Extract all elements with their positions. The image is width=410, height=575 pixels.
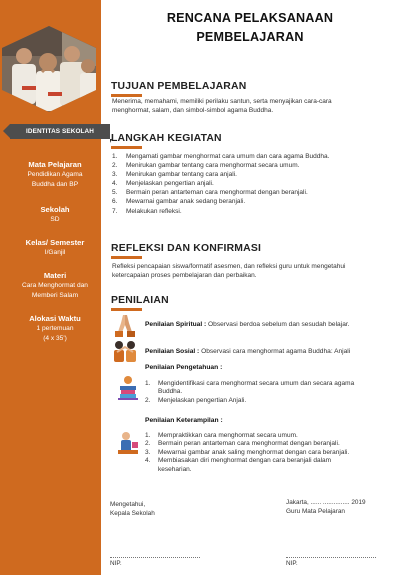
social-text: Penilaian Sosial : Observasi cara menghormat agama Buddha: Anjali	[145, 347, 351, 355]
section-title-objectives: TUJUAN PEMBELAJARAN	[111, 81, 247, 92]
section-title-assessment: PENILAIAN	[111, 295, 169, 306]
school-block	[0, 205, 110, 225]
time-allocation-block	[0, 314, 110, 343]
section-underline	[111, 256, 142, 259]
list-item: 3. Mewarnai gambar anak saling menghormat dengan cara beranjali.	[145, 448, 350, 456]
signature-line: Kepala Sekolah	[110, 510, 155, 517]
spiritual-text: Penilaian Spiritual : Observasi berdoa sebelum dan sesudah belajar.	[145, 320, 350, 328]
subject-block	[0, 160, 110, 189]
title-line: PEMBELAJARAN	[196, 30, 304, 44]
class-semester-value: I/Ganjil	[44, 249, 66, 256]
list-item: 4. Membiasakan diri menghormat dengan cara beranjali dalam	[145, 457, 332, 465]
teacher-signature-block	[286, 498, 366, 516]
school-value: SD	[50, 216, 60, 223]
title-line: RENCANA PELAKSANAAN	[166, 11, 334, 25]
list-item: 7. Melakukan refleksi.	[112, 207, 182, 215]
identity-banner: IDENTITAS SEKOLAH	[10, 124, 110, 139]
material-label: Materi	[43, 271, 67, 280]
time-allocation-value: (4 x 35')	[43, 334, 67, 342]
signature-line: Mengetahui,	[110, 501, 146, 508]
list-item: 1. Mengidentifikasi cara menghormat secara umum dan secara agama	[145, 380, 355, 387]
objectives-line: menghormat, salam, dan simbol-simbol agama Buddha.	[112, 107, 274, 114]
list-item: 5. Bermain peran antarteman cara menghormat dengan beranjali.	[112, 189, 308, 197]
school-label: Sekolah	[40, 205, 70, 214]
list-item: 3. Menirukan gambar tentang cara anjali.	[112, 171, 237, 179]
list-item: Buddha.	[158, 388, 183, 396]
subject-label: Mata Pelajaran	[28, 160, 82, 169]
class-semester-block	[0, 238, 110, 258]
signature-dotted-line	[110, 557, 200, 558]
section-title-reflection: REFLEKSI DAN KONFIRMASI	[111, 243, 262, 254]
section-underline	[111, 146, 142, 149]
page-title	[140, 9, 360, 47]
activity-steps	[112, 152, 392, 216]
signature-line: Jakarta, ...... ............... 2019	[286, 499, 366, 506]
list-item: 6. Mewarnai gambar anak sedang beranjali.	[112, 198, 246, 206]
reflection-line: Refleksi pencapaian siswa/formatif asesmen, dan refleksi guru untuk mengetahui	[112, 263, 346, 270]
signature-dotted-line	[286, 557, 376, 558]
subject-value: Buddha dan BP	[31, 180, 79, 188]
time-allocation-label: Alokasi Waktu	[29, 314, 81, 323]
people-icon	[111, 338, 139, 364]
assessment-spiritual	[111, 311, 350, 337]
objectives-text	[112, 97, 394, 115]
knowledge-list	[145, 380, 395, 405]
list-item: 1. Mempraktikkan cara menghormat secara umum.	[145, 432, 298, 439]
principal-signature-block	[110, 500, 155, 518]
class-semester-label: Kelas/ Semester	[25, 238, 85, 247]
list-item: 2. Menirukan gambar tentang cara menghormat secara umum.	[112, 162, 300, 170]
sidebar	[0, 0, 101, 575]
knowledge-heading: Penilaian Pengetahuan :	[145, 364, 223, 371]
books-icon	[114, 375, 142, 401]
material-value: Cara Menghormat dan	[22, 282, 88, 289]
reflection-line: ketercapaian proses pembelajaran dan perbaikan.	[112, 272, 257, 279]
material-value: Memberi Salam	[31, 291, 79, 299]
nip-right: NIP.	[286, 560, 298, 567]
list-item: 1. Mengamati gambar menghormat cara umum dan cara agama Buddha.	[112, 153, 330, 160]
class-photo	[2, 26, 96, 112]
list-item: 2. Bermain peran antarteman cara menghormat dengan beranjali.	[145, 440, 340, 448]
signature-line: Guru Mata Pelajaran	[286, 508, 345, 515]
reflection-text	[112, 262, 394, 280]
skills-heading: Penilaian Keterampilan :	[145, 417, 223, 424]
nip-left: NIP.	[110, 560, 122, 567]
list-item: 2. Menjelaskan pengertian Anjali.	[145, 396, 247, 404]
praying-hands-icon	[111, 311, 139, 337]
assessment-social	[111, 338, 350, 364]
list-item: 4. Menjelaskan pengertian anjali.	[112, 180, 214, 188]
skills-list	[145, 432, 395, 474]
teacher-icon	[114, 430, 142, 456]
time-allocation-value: 1 pertemuan	[36, 325, 74, 332]
material-block	[0, 271, 110, 300]
list-item: keseharian.	[158, 465, 192, 473]
objectives-line: Menerima, memahami, memiliki perilaku santun, serta menyajikan cara-cara	[112, 98, 332, 105]
subject-value: Pendidikan Agama	[27, 171, 83, 178]
section-title-activities: LANGKAH KEGIATAN	[111, 133, 222, 144]
